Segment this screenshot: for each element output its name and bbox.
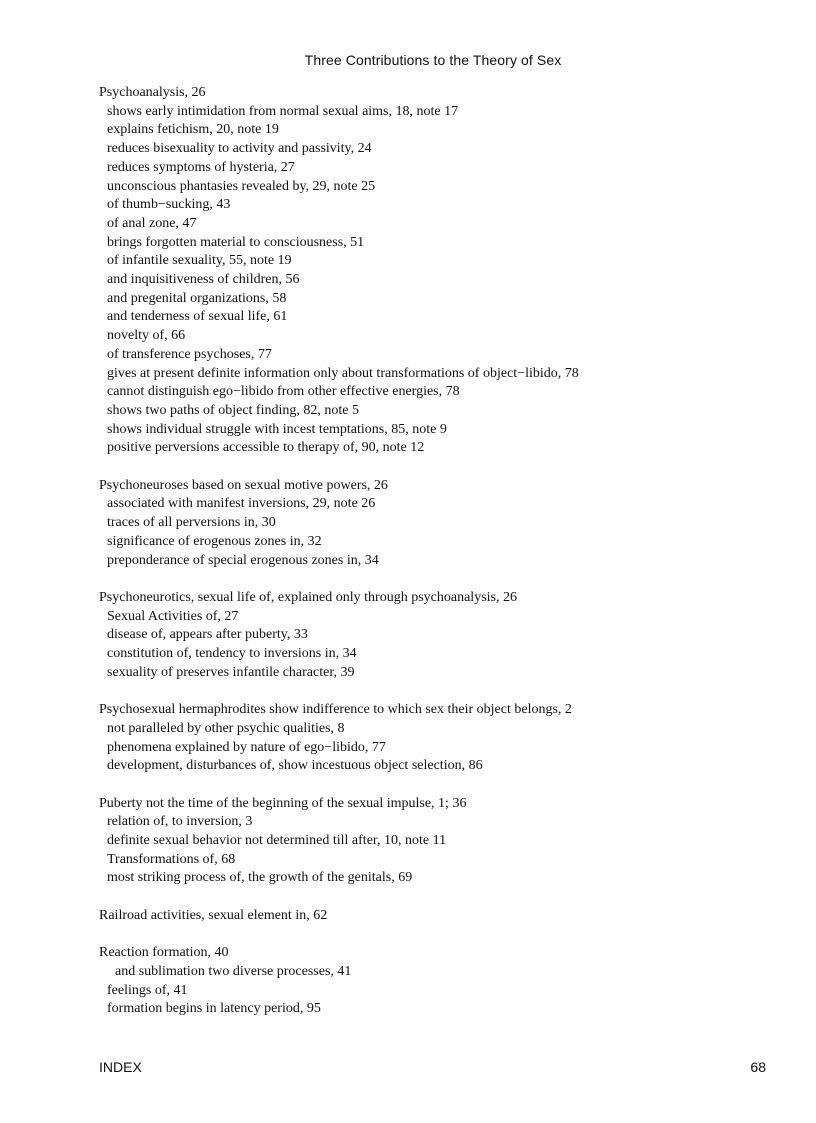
index-subentry: of transference psychoses, 77 <box>107 346 272 362</box>
index-subentry: formation begins in latency period, 95 <box>107 1001 321 1017</box>
index-subentry: gives at present definite information only about transformations of object−libido, 78 <box>107 365 579 381</box>
index-subentry: reduces symptoms of hysteria, 27 <box>107 159 295 175</box>
index-entry <box>99 477 789 571</box>
index-entry <box>99 589 789 683</box>
index-subentry: disease of, appears after puberty, 33 <box>107 627 308 643</box>
index-subentry: Transformations of, 68 <box>107 851 236 867</box>
index-subentry: of infantile sexuality, 55, note 19 <box>107 253 292 269</box>
index-entry <box>99 907 789 926</box>
index-subentry: reduces bisexuality to activity and passivity, 24 <box>107 141 372 157</box>
index-subentry: brings forgotten material to consciousness, 51 <box>107 234 365 250</box>
index-subentry: and pregenital organizations, 58 <box>107 290 287 306</box>
index-subentry: shows individual struggle with incest temptations, 85, note 9 <box>107 421 447 437</box>
index-subentry: cannot distinguish ego−libido from other effective energies, 78 <box>107 384 460 400</box>
index-subentry: of thumb−sucking, 43 <box>107 197 231 213</box>
index-subentry: phenomena explained by nature of ego−libido, 77 <box>107 739 386 755</box>
index-subentry: and sublimation two diverse processes, 41 <box>115 963 352 979</box>
index-entry <box>99 944 789 1019</box>
index-entry-heading: Psychoneurotics, sexual life of, explained only through psychoanalysis, 26 <box>99 589 517 605</box>
index-subentry: constitution of, tendency to inversions in, 34 <box>107 646 357 662</box>
index-subentry: and inquisitiveness of children, 56 <box>107 272 300 288</box>
index-subentry: sexuality of preserves infantile character, 39 <box>107 664 355 680</box>
index-subentry: shows two paths of object finding, 82, note 5 <box>107 402 359 418</box>
running-header: Three Contributions to the Theory of Sex <box>304 52 562 68</box>
index-entry <box>99 795 789 889</box>
index-subentry: of anal zone, 47 <box>107 215 197 231</box>
index-entry-heading: Reaction formation, 40 <box>99 945 229 961</box>
index-subentry: traces of all perversions in, 30 <box>107 515 276 531</box>
index-entry <box>99 701 789 776</box>
index-entry-heading: Psychoanalysis, 26 <box>99 85 206 100</box>
index-subentry: explains fetichism, 20, note 19 <box>107 122 279 138</box>
index-subentry: feelings of, 41 <box>107 982 188 998</box>
footer-section-label: INDEX <box>99 1059 142 1075</box>
index-subentry: significance of erogenous zones in, 32 <box>107 533 322 549</box>
index-entry-heading: Psychoneuroses based on sexual motive powers, 26 <box>99 477 388 493</box>
footer-page-number: 68 <box>750 1059 766 1075</box>
index-subentry: novelty of, 66 <box>107 328 186 344</box>
index-subentry: definite sexual behavior not determined till after, 10, note 11 <box>107 833 447 849</box>
index-entry-heading: Psychosexual hermaphrodites show indifference to which sex their object belongs, 2 <box>99 702 572 718</box>
index-subentry: preponderance of special erogenous zones in, 34 <box>107 552 379 568</box>
index-body <box>99 84 789 1038</box>
index-subentry: associated with manifest inversions, 29, note 26 <box>107 496 376 512</box>
index-subentry: Sexual Activities of, 27 <box>107 608 239 624</box>
index-subentry: and tenderness of sexual life, 61 <box>107 309 288 325</box>
index-subentry: not paralleled by other psychic qualities, 8 <box>107 720 345 736</box>
index-subentry: relation of, to inversion, 3 <box>107 814 253 830</box>
index-subentry: positive perversions accessible to therapy of, 90, note 12 <box>107 440 425 456</box>
index-subentry: shows early intimidation from normal sexual aims, 18, note 17 <box>107 103 459 119</box>
index-subentry: unconscious phantasies revealed by, 29, note 25 <box>107 178 376 194</box>
index-entry-heading: Railroad activities, sexual element in, 62 <box>99 907 328 923</box>
index-entry <box>99 84 789 458</box>
index-entry-heading: Puberty not the time of the beginning of the sexual impulse, 1; 36 <box>99 795 467 811</box>
index-subentry: development, disturbances of, show incestuous object selection, 86 <box>107 758 483 774</box>
index-subentry: most striking process of, the growth of the genitals, 69 <box>107 870 413 886</box>
